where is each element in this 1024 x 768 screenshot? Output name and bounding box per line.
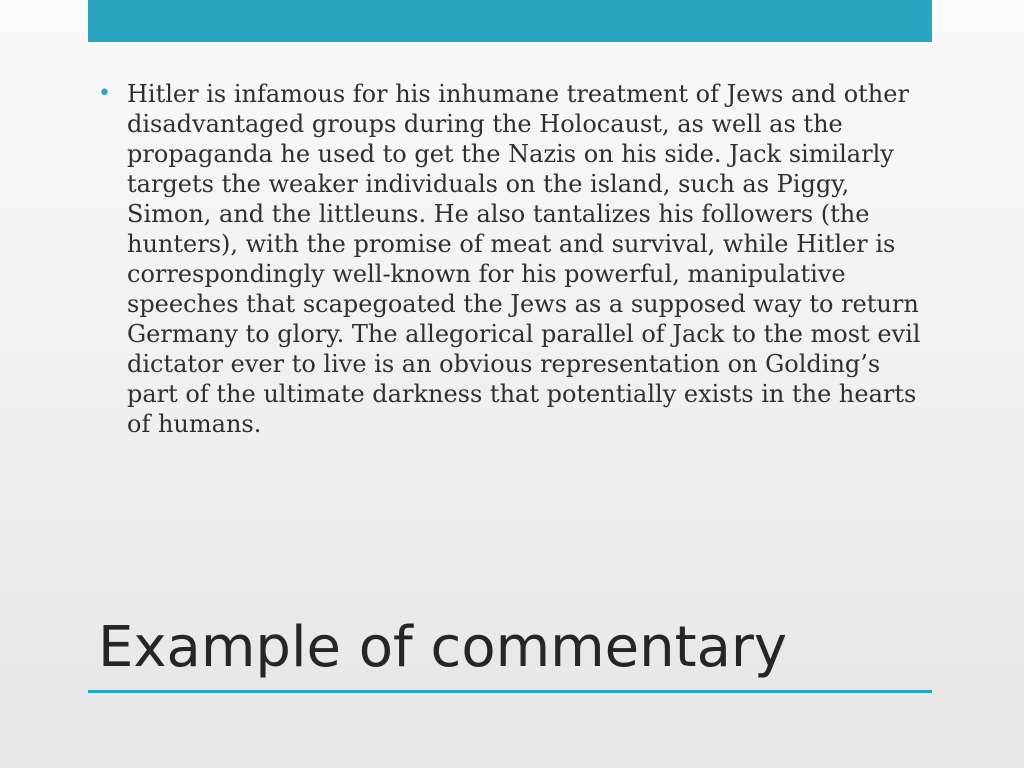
slide-title: Example of commentary [98, 615, 788, 680]
top-accent-bar [88, 0, 932, 42]
slide-body [98, 79, 928, 439]
bullet-marker: • [98, 81, 111, 106]
bullet-item [98, 79, 928, 439]
bullet-text: Hitler is infamous for his inhumane treatment of Jews and other disadvantaged groups during the Holocaust, as well as the propaganda he used to get the Nazis on his side. Jack similarly targets the weaker individuals on the island, such as Piggy, Simon, and the littleuns. He also tantalizes his followers (the hunters), with the promise of meat and survival, while Hitler is correspondingly well-known for his powerful, manipulative speeches that scapegoated the Jews as a supposed way to return Germany to glory. The allegorical parallel of Jack to the most evil dictator ever to live is an obvious representation on Golding’s part of the ultimate darkness that potentially exists in the hearts of humans. [127, 80, 921, 438]
title-underline [88, 690, 932, 693]
